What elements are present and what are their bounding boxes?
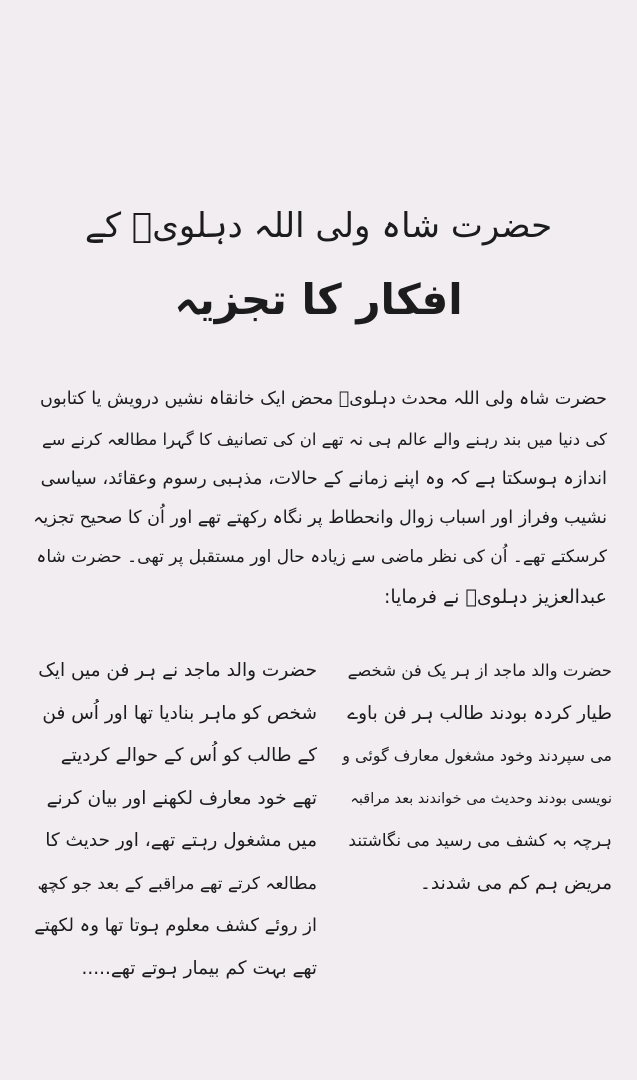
translation-line: مطالعہ کرتے تھے مراقبے کے بعد جو کچھ <box>37 873 317 894</box>
intro-line: کی دنیا میں بند رہنے والے عالم ہی نہ تھے ان کی تصانیف کا گہرا مطالعہ کرنے سے <box>41 429 607 449</box>
quote-line: حضرت والد ماجد از ہر یک فن شخصے <box>347 661 612 680</box>
intro-line: عبدالعزیز دہلویؒ نے فرمایا: <box>383 585 607 608</box>
translation-line: حضرت والد ماجد نے ہر فن میں ایک <box>38 660 317 681</box>
intro-line: اندازہ ہوسکتا ہے کہ وہ اپنے زمانے کے حالات، مذہبی رسوم وعقائد، سیاسی <box>40 468 607 489</box>
intro-line: کرسکتے تھے۔ اُن کی نظر ماضی سے زیادہ حال اور مستقبل پر تھی۔ حضرت شاہ <box>36 547 607 567</box>
translation-line: کے طالب کو اُس کے حوالے کردیتے <box>60 745 317 766</box>
translation-line: تھے خود معارف لکھنے اور بیان کرنے <box>46 787 317 809</box>
intro-line: حضرت شاہ ولی اللہ محدث دہلویؒ محض ایک خانقاہ نشیں درویش یا کتابوں <box>40 389 607 409</box>
heading-line-1: حضرت شاہ ولی اللہ دہلویؒ کے <box>84 206 553 246</box>
heading-line-2: افکار کا تجزیہ <box>174 275 463 324</box>
translation-line: تھے بہت کم بیمار ہوتے تھے..... <box>81 957 317 979</box>
translation-line: میں مشغول رہتے تھے، اور حدیث کا <box>45 830 317 851</box>
urdu-translation-column <box>32 650 317 990</box>
translation-line: از روئے کشف معلوم ہوتا تھا وہ لکھتے <box>34 915 317 936</box>
intro-line: نشیب وفراز اور اسباب زوال وانحطاط پر نگاہ رکھتے تھے اور اُن کا صحیح تجزیہ <box>33 507 607 528</box>
intro-paragraph <box>30 380 607 617</box>
quote-line: می سپردند وخود مشغول معارف گوئی و <box>342 746 612 765</box>
translation-line: شخص کو ماہر بنادیا تھا اور اُس فن <box>42 702 317 724</box>
quote-line: ہرچہ بہ کشف می رسید می نگاشتند <box>348 831 612 851</box>
quote-line: مریض ہم کم می شدند۔ <box>420 872 612 894</box>
quote-line: نویسی بودند وحدیث می خواندند بعد مراقبہ <box>350 790 612 807</box>
persian-quote-column <box>342 650 612 905</box>
quote-line: طیار کردہ بودند طالب ہر فن باوے <box>347 702 612 724</box>
